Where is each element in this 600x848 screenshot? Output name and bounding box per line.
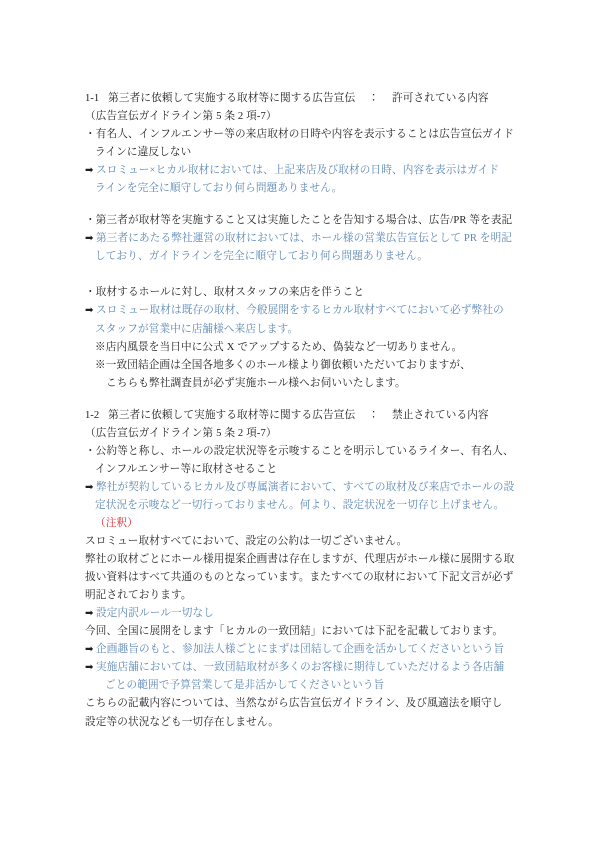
annotation-paragraph-line-1: 弊社の取材ごとにホール様用提案企画書は存在しますが、代理店がホール様に展開する取	[85, 554, 515, 566]
section-1-1-heading	[85, 90, 522, 108]
closing-intro: 今回、全国に展開をします「ヒカルの一致団結」においては下記を記載しております。	[85, 626, 504, 638]
section-1-1-note-1: ※一致団結企画は全国各地多くのホール様より御依頼いただいておりますが、	[95, 359, 471, 371]
annotation-paragraph-line-0: スロミュー取材すべてにおいて、設定の公約は一切ございません。	[85, 536, 408, 548]
arrow-icon: ➡	[85, 608, 94, 620]
section-1-1-heading-colon: ：	[368, 93, 379, 104]
section-1-1-block-0-arrow-cont: ラインを完全に順守しており何ら問題ありません。	[95, 183, 343, 195]
spacer	[85, 393, 522, 407]
section-1-1-block-0-arrow-text: スロミュー×ヒカル取材においては、上記来店及び取材の日時、内容を表示はガイド	[96, 165, 500, 177]
closing-paragraph-line-1: 設定等の状況なども一切存在しません。	[85, 716, 280, 728]
section-1-2-heading	[85, 407, 522, 425]
arrow-icon: ➡	[85, 662, 94, 674]
section-1-1-heading-number: 1-1	[85, 93, 100, 104]
section-1-2-heading-number: 1-2	[85, 409, 100, 421]
section-1-1-block-1-bullet: ・第三者が取材等を実施すること又は実施したことを告知する場合は、広告/PR 等を表記	[85, 215, 513, 227]
arrow-icon: ➡	[85, 165, 94, 177]
document-body	[85, 90, 522, 732]
annotation-paragraph-line-2: 扱い資料はすべて共通のものとなっています。またすべての取材において下記文言が必ず	[85, 572, 514, 584]
section-1-1-block-2-bullet: ・取材するホールに対し、取材スタッフの来店を伴うこと	[85, 287, 365, 299]
section-1-2-block-0-arrow-cont: 定状況を示唆など一切行っておりません。何より、設定状況を一切存じ上げません。	[95, 499, 505, 511]
section-1-1-block-0-bullet-cont: ラインに違反しない	[95, 147, 192, 159]
annotation-paragraph-line-3: 明記されております。	[85, 590, 192, 602]
section-1-1-subheading: （広告宣伝ガイドライン第 5 条 2 項-7）	[85, 111, 277, 123]
closing-arrow-1-cont: ごとの範囲で予算営業して是非活かしてくださいという旨	[105, 680, 385, 692]
section-1-1-block-0-bullet: ・有名人、インフルエンサー等の来店取材の日時や内容を表示することは広告宣伝ガイド	[85, 129, 515, 141]
section-1-2-block-0-arrow-text: 弊社が契約しているヒカル及び専属演者において、すべての取材及び来店でホールの設	[96, 481, 515, 493]
section-1-2-subheading: （広告宣伝ガイドライン第 5 条 2 項-7）	[85, 427, 277, 439]
rule-arrow-text: 設定内訳ルール一切なし	[96, 608, 214, 620]
spacer	[85, 198, 522, 212]
section-1-2-block-0-bullet-cont: インフルエンサー等に取材させること	[95, 463, 278, 475]
spacer	[85, 266, 522, 284]
section-1-2-heading-colon: ：	[368, 409, 379, 421]
section-1-1-block-1-arrow-text: 第三者にあたる弊社運営の取材においては、ホール様の営業広告宣伝として PR を明記	[96, 233, 513, 245]
section-1-2-heading-title: 第三者に依頼して実施する取材等に関する広告宣伝	[108, 409, 356, 421]
section-1-2-block-0-bullet: ・公約等と称し、ホールの設定状況等を示唆することを明示しているライター、有名人、	[85, 445, 514, 457]
section-1-1-heading-status: 許可されている内容	[391, 93, 489, 104]
section-1-1-block-1-arrow	[85, 230, 522, 248]
rule-arrow-line	[85, 605, 522, 623]
closing-arrow-1	[85, 659, 522, 677]
annotation-label: （注釈）	[95, 517, 138, 529]
arrow-icon: ➡	[85, 305, 94, 317]
arrow-icon: ➡	[85, 644, 94, 656]
closing-arrow-0-text: 企画趣旨のもと、参加法人様ごとにまずは団結して企画を活かしてくださいという旨	[96, 644, 505, 656]
section-1-1-note-0: ※店内風景を当日中に公式 X でアップするため、偽装など一切ありません。	[95, 341, 463, 353]
section-1-1-block-2-arrow-cont: スタッフが営業中に店舗様へ来店します。	[95, 323, 299, 335]
closing-arrow-1-text: 実施店舗においては、一致団結取材が多くのお客様に期待していただけるよう各店舗	[96, 662, 505, 674]
arrow-icon: ➡	[85, 481, 94, 493]
section-1-1-note-2: こちらも弊社調査員が必ず実施ホール様へお伺いいたします。	[106, 377, 406, 389]
section-1-2-heading-status: 禁止されている内容	[391, 409, 489, 421]
closing-paragraph-line-0: こちらの記載内容については、当然ながら広告宣伝ガイドライン、及び風適法を順守し	[85, 698, 503, 710]
closing-arrow-0	[85, 641, 522, 659]
arrow-icon: ➡	[85, 233, 94, 245]
section-1-1-block-1-arrow-cont: しており、ガイドラインを完全に順守しており何ら問題ありません。	[95, 251, 429, 263]
section-1-1-block-2-arrow	[85, 302, 522, 320]
section-1-1-heading-title: 第三者に依頼して実施する取材等に関する広告宣伝	[108, 93, 356, 104]
section-1-1-block-0-arrow	[85, 162, 522, 180]
section-1-1-block-2-arrow-text: スロミュー取材は既存の取材、今般展開をするヒカル取材すべてにおいて必ず弊社の	[96, 305, 504, 317]
section-1-2-block-0-arrow	[85, 479, 522, 497]
